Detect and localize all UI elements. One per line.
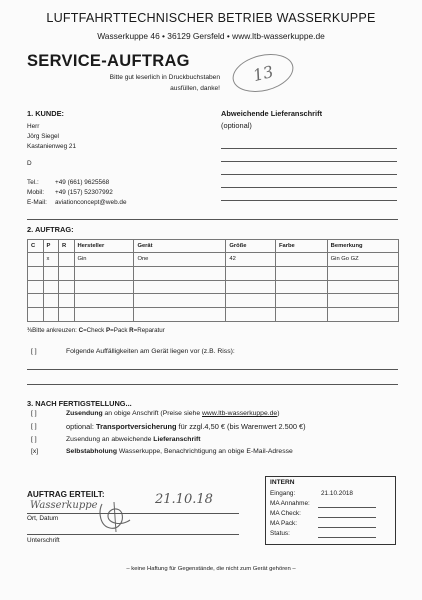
option-pre: optional:: [66, 422, 96, 431]
table-cell[interactable]: [327, 280, 398, 294]
lieferanschrift-line[interactable]: [221, 200, 397, 201]
option-zusendung: [66, 410, 279, 417]
order-number-stamp: 13: [229, 48, 298, 98]
section-divider: [27, 219, 398, 220]
table-row: [28, 280, 399, 294]
unterschrift-line[interactable]: [27, 534, 239, 535]
ort-datum-label: Ort, Datum: [27, 515, 59, 522]
option-selbstabholung: [66, 448, 293, 455]
kunde-street: Kastanienweg 21: [27, 143, 77, 150]
eingang-label: Eingang:: [270, 490, 296, 497]
damage-label: Folgende Auffälligkeiten am Gerät liegen vor (z.B. Riss):: [66, 348, 235, 355]
document-title: SERVICE-AUFTRAG: [27, 52, 190, 70]
legend-prefix: ⅜Bitte ankreuzen:: [27, 327, 79, 334]
table-cell[interactable]: 42: [226, 253, 276, 267]
column-header-p: P: [43, 240, 59, 253]
ma-annahme-label: MA Annahme:: [270, 500, 310, 507]
ma-check-label: MA Check:: [270, 510, 301, 517]
option-bold: Transportversicherung: [96, 422, 177, 431]
signature-scribble: [96, 500, 136, 534]
table-cell[interactable]: [74, 294, 134, 308]
unterschrift-label: Unterschrift: [27, 537, 60, 544]
lieferanschrift-line[interactable]: [221, 187, 397, 188]
column-header-geraet: Gerät: [134, 240, 226, 253]
table-cell[interactable]: [134, 308, 226, 322]
company-address: Wasserkuppe 46 • 36129 Gersfeld • www.ltb-wasserkuppe.de: [97, 31, 325, 41]
table-cell[interactable]: One: [134, 253, 226, 267]
table-cell[interactable]: [226, 308, 276, 322]
table-cell[interactable]: [59, 294, 75, 308]
table-cell[interactable]: [59, 308, 75, 322]
option-text: für zzgl.4,50 € (bis Warenwert 2.500 €): [176, 422, 306, 431]
option-tail: ): [277, 410, 280, 417]
table-cell[interactable]: [134, 266, 226, 280]
email-label: E-Mail:: [27, 199, 47, 206]
table-cell[interactable]: [276, 253, 328, 267]
tel-value: +49 (661) 9625568: [55, 179, 110, 186]
table-cell[interactable]: [276, 294, 328, 308]
option-text: an obige Anschrift (Preise siehe: [102, 410, 202, 417]
table-cell[interactable]: [28, 266, 44, 280]
table-cell[interactable]: [327, 294, 398, 308]
auftrag-table: [27, 239, 399, 322]
table-cell[interactable]: [59, 253, 75, 267]
kunde-salutation: Herr: [27, 123, 40, 130]
legend-c: C: [78, 327, 84, 334]
table-cell[interactable]: [226, 294, 276, 308]
ma-pack-field[interactable]: [318, 527, 376, 528]
damage-line[interactable]: [27, 369, 398, 370]
column-header-farbe: Farbe: [276, 240, 328, 253]
legend-p: P: [105, 327, 111, 334]
table-cell[interactable]: [134, 294, 226, 308]
legend-p-text: =Pack: [110, 327, 130, 334]
table-cell[interactable]: [43, 280, 59, 294]
kunde-heading: 1. KUNDE:: [27, 109, 64, 118]
table-row: [28, 308, 399, 322]
lieferanschrift-heading: Abweichende Lieferanschrift: [221, 109, 323, 118]
table-row: [28, 253, 399, 267]
kunde-name: Jörg Siegel: [27, 133, 59, 140]
eingang-value: 21.10.2018: [321, 490, 353, 497]
signature-place: Wasserkuppe: [30, 500, 98, 511]
table-cell[interactable]: [28, 308, 44, 322]
table-cell[interactable]: [59, 266, 75, 280]
table-cell[interactable]: Gin Go GZ: [327, 253, 398, 267]
website-link[interactable]: www.ltb-wasserkuppe.de: [202, 410, 278, 417]
table-cell[interactable]: [226, 280, 276, 294]
mobil-label: Mobil:: [27, 189, 45, 196]
table-cell[interactable]: [74, 280, 134, 294]
table-cell[interactable]: [28, 253, 44, 267]
table-cell[interactable]: [134, 280, 226, 294]
table-header-row: [28, 240, 399, 253]
column-header-groesse: Größe: [226, 240, 276, 253]
column-header-hersteller: Hersteller: [74, 240, 134, 253]
option-versicherung: [66, 422, 306, 431]
table-cell[interactable]: [226, 266, 276, 280]
table-cell[interactable]: [59, 280, 75, 294]
table-cell[interactable]: [276, 308, 328, 322]
option-pre: Zusendung an abweichende: [66, 436, 154, 443]
signature-date: 21.10.18: [155, 492, 213, 507]
lieferanschrift-line[interactable]: [221, 161, 397, 162]
table-cell[interactable]: [74, 266, 134, 280]
auftrag-heading: 2. AUFTRAG:: [27, 225, 74, 234]
table-cell[interactable]: x: [43, 253, 59, 267]
table-cell[interactable]: [28, 280, 44, 294]
intern-box: [265, 476, 396, 545]
option-bold: Selbstabholung: [66, 448, 117, 455]
table-cell[interactable]: [43, 294, 59, 308]
table-cell[interactable]: [74, 308, 134, 322]
ma-pack-label: MA Pack:: [270, 520, 297, 527]
legend-r: R: [129, 327, 134, 334]
mobil-value: +49 (157) 52307992: [55, 189, 113, 196]
ort-datum-line[interactable]: [27, 513, 239, 514]
legend-r-text: =Reparatur: [133, 327, 165, 334]
column-header-c: C: [28, 240, 44, 253]
table-row: [28, 266, 399, 280]
table-cell[interactable]: Gin: [74, 253, 134, 267]
table-cell[interactable]: [327, 308, 398, 322]
instruction-text: [70, 72, 220, 94]
table-legend: [27, 327, 165, 334]
tel-label: Tel.:: [27, 179, 39, 186]
kunde-country: D: [27, 160, 32, 167]
option-checkbox-selbstabholung[interactable]: [x]: [31, 448, 39, 455]
option-text: Wasserkuppe, Benachrichtigung an obige E-Mail-Adresse: [116, 448, 293, 455]
status-label: Status:: [270, 530, 290, 537]
intern-heading: INTERN: [270, 479, 295, 486]
lieferanschrift-line[interactable]: [221, 174, 397, 175]
instruction-line-1: Bitte gut leserlich in Druckbuchstaben: [109, 74, 220, 81]
table-cell[interactable]: [28, 294, 44, 308]
damage-checkbox[interactable]: [ ]: [31, 348, 37, 355]
option-checkbox-versicherung[interactable]: [ ]: [31, 423, 37, 430]
fertigstellung-heading: 3. NACH FERTIGSTELLUNG...: [27, 399, 132, 408]
table-row: [28, 294, 399, 308]
option-lieferanschrift: [66, 436, 201, 443]
table-cell[interactable]: [276, 280, 328, 294]
option-checkbox-lieferanschrift[interactable]: [ ]: [31, 436, 37, 443]
erteilt-heading: AUFTRAG ERTEILT:: [27, 490, 105, 499]
lieferanschrift-line[interactable]: [221, 148, 397, 149]
column-header-r: R: [59, 240, 75, 253]
table-cell[interactable]: [43, 308, 59, 322]
email-value: aviationconcept@web.de: [55, 199, 127, 206]
damage-line[interactable]: [27, 384, 398, 385]
status-field[interactable]: [318, 537, 376, 538]
option-bold: Lieferanschrift: [153, 436, 201, 443]
option-checkbox-zusendung[interactable]: [ ]: [31, 410, 37, 417]
option-bold: Zusendung: [66, 410, 103, 417]
instruction-line-2: ausfüllen, danke!: [170, 85, 220, 92]
lieferanschrift-optional: (optional): [221, 121, 252, 130]
table-cell[interactable]: [327, 266, 398, 280]
ma-check-field[interactable]: [318, 517, 376, 518]
company-name: LUFTFAHRTTECHNISCHER BETRIEB WASSERKUPPE: [46, 11, 376, 25]
ma-annahme-field[interactable]: [318, 507, 376, 508]
table-cell[interactable]: [43, 266, 59, 280]
footer-note: – keine Haftung für Gegenstände, die nicht zum Gerät gehören –: [126, 566, 296, 572]
column-header-bemerkung: Bemerkung: [327, 240, 398, 253]
table-cell[interactable]: [276, 266, 328, 280]
legend-c-text: =Check: [83, 327, 106, 334]
